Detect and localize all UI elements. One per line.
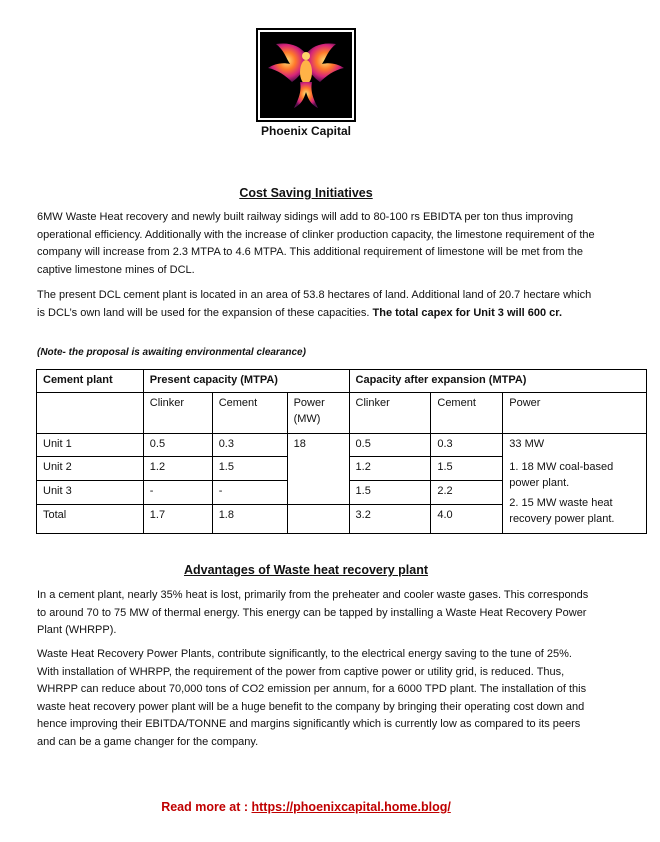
plant-name: Total <box>37 505 144 534</box>
environment-note: (Note- the proposal is awaiting environmental clearance) <box>37 347 306 358</box>
present-power: 18 <box>287 434 349 505</box>
paragraph-waste-heat-1: In a cement plant, nearly 35% heat is lost, primarily from the preheater and cooler waste gases. This corresponds to around 70 to 75 MW of thermal energy. This energy can be tapped by installing a Waste Heat Recovery Power Plant (WHRPP). <box>37 589 589 636</box>
after-power-item: 1. 18 MW coal-based power plant. <box>509 460 614 489</box>
after-clinker: 1.2 <box>349 457 431 481</box>
read-more-label: Read more at : <box>161 800 252 814</box>
after-clinker: 1.5 <box>349 481 431 505</box>
after-cement: 4.0 <box>431 505 503 534</box>
present-clinker: 1.7 <box>143 505 212 534</box>
present-cement: 0.3 <box>212 434 287 457</box>
present-clinker: 1.2 <box>143 457 212 481</box>
brand-name: Phoenix Capital <box>260 124 352 138</box>
subheader-power-after: Power <box>503 393 647 434</box>
subheader-cement: Cement <box>212 393 287 434</box>
present-cement: 1.8 <box>212 505 287 534</box>
after-power-total: 33 MW <box>503 434 647 457</box>
read-more <box>0 800 612 814</box>
plant-name: Unit 3 <box>37 481 144 505</box>
header-after-expansion: Capacity after expansion (MTPA) <box>349 370 646 393</box>
present-cement: - <box>212 481 287 505</box>
after-power-details <box>503 457 647 534</box>
phoenix-icon <box>260 32 352 118</box>
subheader-power-mw: Power (MW) <box>287 393 349 434</box>
header-cement-plant: Cement plant <box>37 370 144 393</box>
after-cement: 0.3 <box>431 434 503 457</box>
header-present-capacity: Present capacity (MTPA) <box>143 370 349 393</box>
paragraph-waste-heat-2: Waste Heat Recovery Power Plants, contribute significantly, to the electrical energy saving to the tune of 25%. With installation of WHRPP, the requirement of the power from captive power or utility grid, is reduced. Thus, WHRPP can reduce about 70,000 tons of CO2 emission per annum, for a 6000 TPD plant. The installation of this waste heat recovery power plant will be a huge benefit to the company by bringing their operating cost down and hence improving their EBITDA/TONNE and margins significantly which is currently low as compared to its peers and can be a game changer for the company. <box>37 648 587 748</box>
after-clinker: 3.2 <box>349 505 431 534</box>
capacity-table <box>36 369 647 534</box>
paragraph-text: The present DCL cement plant is located in an area of 53.8 hectares of land. Additional land of 20.7 hectare which is DCL’s own land will be used for the expansion of these capacities. <box>37 289 592 319</box>
plant-name: Unit 1 <box>37 434 144 457</box>
after-cement: 2.2 <box>431 481 503 505</box>
present-cement: 1.5 <box>212 457 287 481</box>
subheader-clinker-after: Clinker <box>349 393 431 434</box>
table-cell <box>37 393 144 434</box>
present-clinker: 0.5 <box>143 434 212 457</box>
capex-highlight: The total capex for Unit 3 will 600 cr. <box>372 306 563 319</box>
paragraph-cost-saving-2 <box>37 287 597 322</box>
paragraph-cost-saving-1: 6MW Waste Heat recovery and newly built railway sidings will add to 80-100 rs EBIDTA per ton thus improving operational efficiency. Additionally with the increase of clinker production capacity, the limestone requirement of the company will increase from 2.3 MTPA to 4.6 MTPA. This additional requirement of limestone will be met from the captive limestone mines of DCL. <box>37 211 595 276</box>
table-row <box>37 434 647 457</box>
plant-name: Unit 2 <box>37 457 144 481</box>
present-clinker: - <box>143 481 212 505</box>
after-power-item: 2. 15 MW waste heat recovery power plant. <box>509 496 615 525</box>
section-title-waste-heat: Advantages of Waste heat recovery plant <box>183 563 429 577</box>
subheader-clinker: Clinker <box>143 393 212 434</box>
after-cement: 1.5 <box>431 457 503 481</box>
subheader-cement-after: Cement <box>431 393 503 434</box>
after-clinker: 0.5 <box>349 434 431 457</box>
blog-link[interactable]: https://phoenixcapital.home.blog/ <box>251 800 451 814</box>
section-title-cost-saving: Cost Saving Initiatives <box>239 186 373 200</box>
table-cell <box>287 505 349 534</box>
logo <box>258 30 354 120</box>
